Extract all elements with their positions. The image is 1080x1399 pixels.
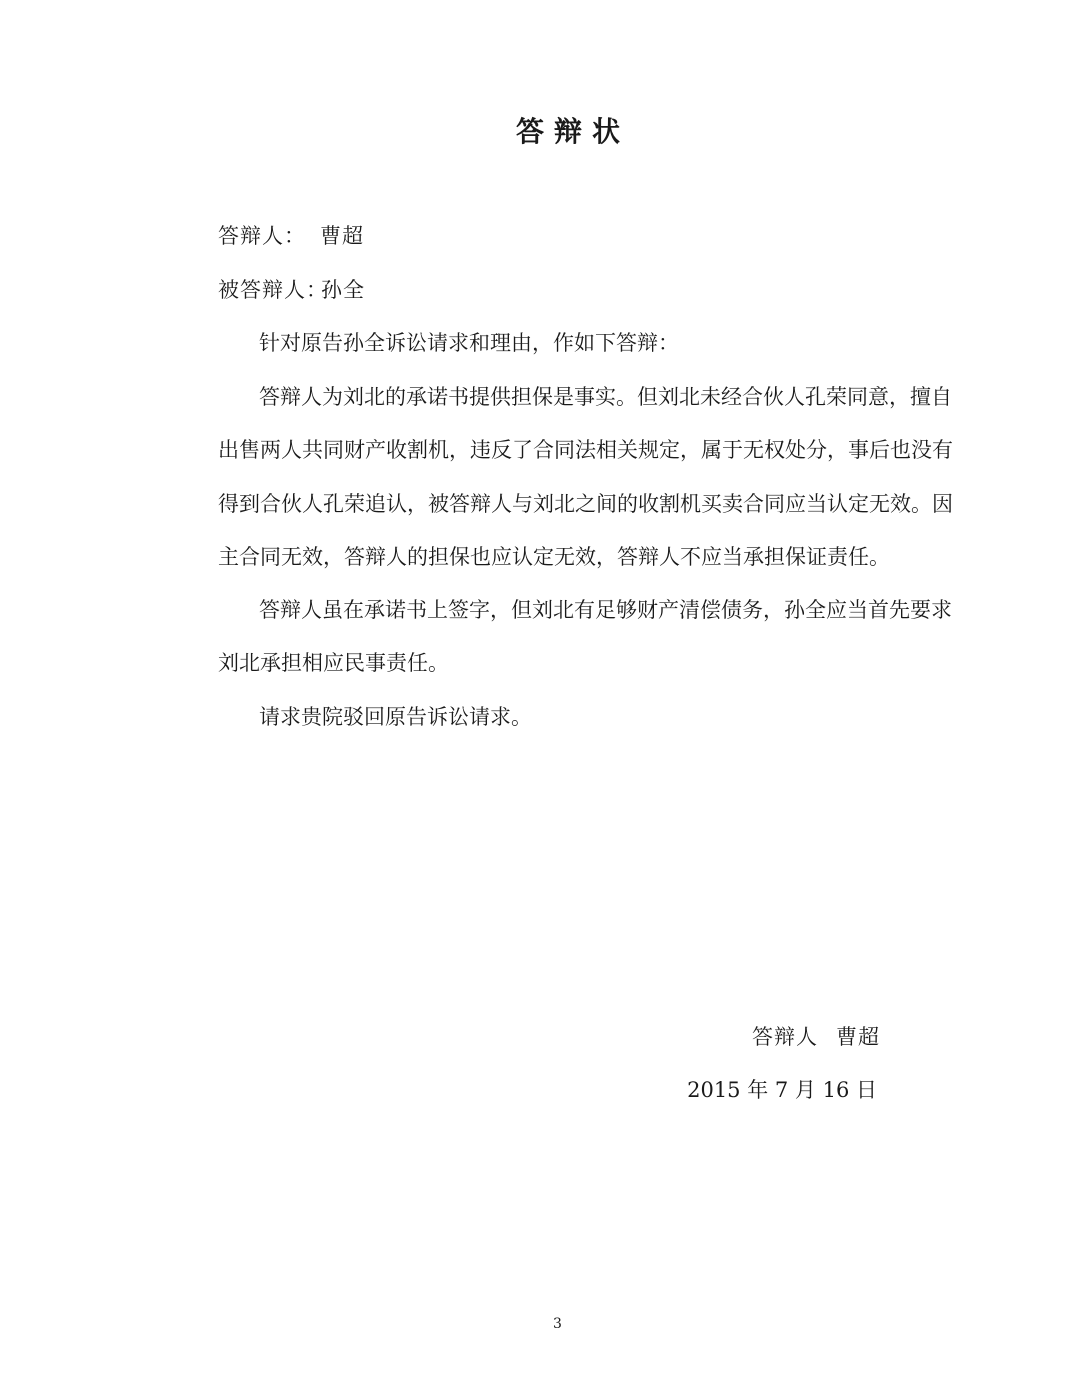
appellee-label: 被答辩人：	[218, 278, 328, 302]
paragraph-intro: 针对原告孙全诉讼请求和理由，作如下答辩：	[259, 331, 679, 355]
paragraph-line: 得到合伙人孔荣追认，被答辩人与刘北之间的收割机买卖合同应当认定无效。因	[218, 492, 953, 516]
respondent-label: 答辩人：	[218, 224, 306, 248]
respondent-name: 曹超	[320, 224, 364, 248]
page-number: 3	[553, 1316, 562, 1332]
appellee-name: 孙全	[321, 278, 365, 302]
document-title: 答辩状	[515, 115, 630, 148]
paragraph-request: 请求贵院驳回原告诉讼请求。	[259, 705, 532, 729]
paragraph-line: 答辩人虽在承诺书上签字，但刘北有足够财产清偿债务，孙全应当首先要求	[259, 598, 952, 622]
signature-date: 2015 年 7 月 16 日	[687, 1078, 877, 1102]
paragraph-line: 刘北承担相应民事责任。	[218, 651, 449, 675]
paragraph-line: 答辩人为刘北的承诺书提供担保是事实。但刘北未经合伙人孔荣同意，擅自	[259, 385, 952, 409]
signature-name: 曹超	[836, 1025, 880, 1049]
paragraph-line: 主合同无效，答辩人的担保也应认定无效，答辩人不应当承担保证责任。	[218, 545, 890, 569]
signature-label: 答辩人	[752, 1025, 818, 1049]
paragraph-line: 出售两人共同财产收割机，违反了合同法相关规定，属于无权处分，事后也没有	[218, 438, 953, 462]
